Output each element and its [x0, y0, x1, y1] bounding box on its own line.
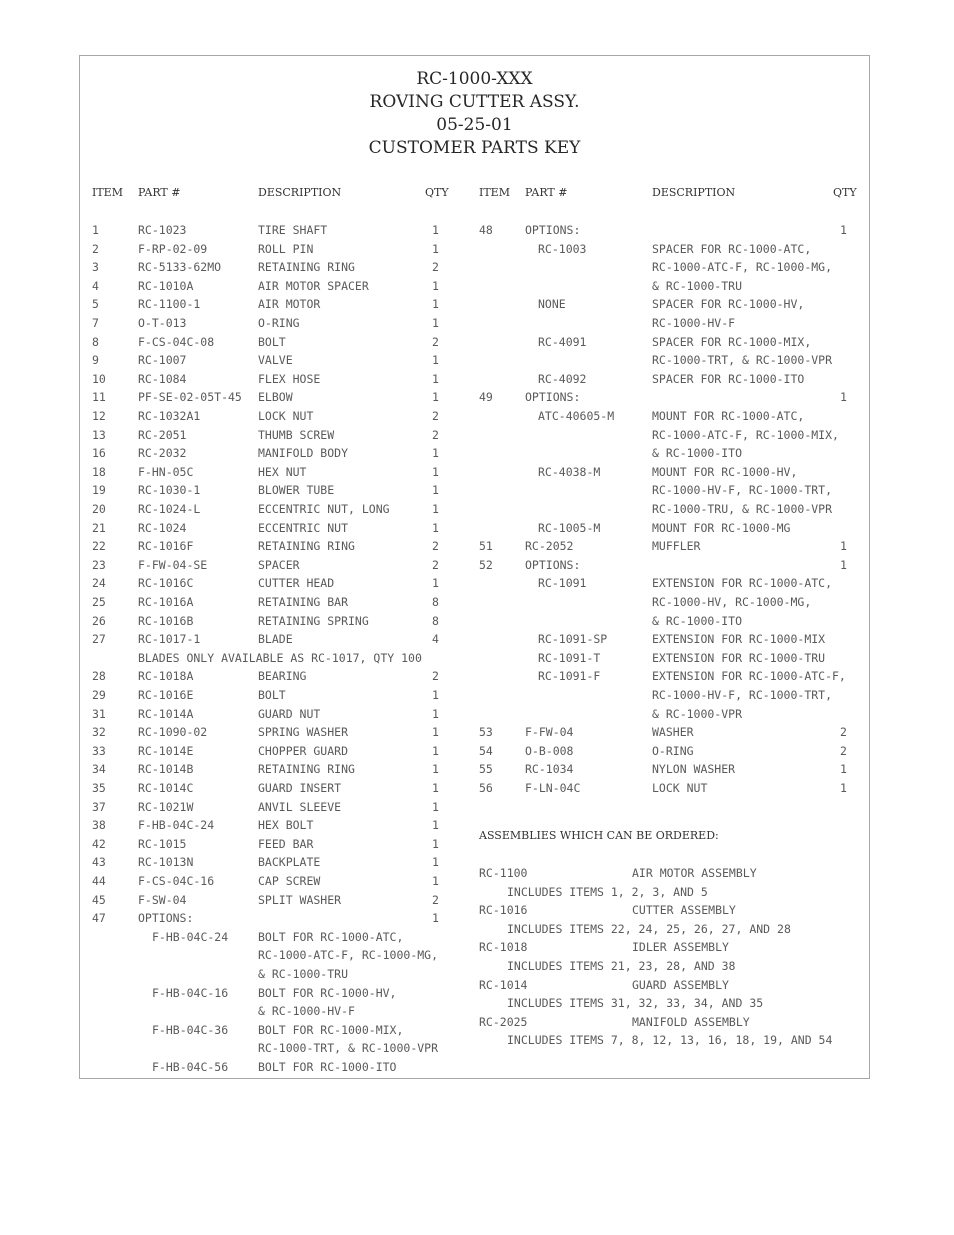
part-quantity: 1: [432, 241, 439, 256]
assembly-name: GUARD ASSEMBLY: [632, 977, 729, 992]
part-quantity: 4: [432, 632, 439, 647]
assembly-part-number: RC-1000-XXX: [416, 69, 533, 89]
part-quantity: 1: [432, 818, 439, 833]
part-description: MOUNT FOR RC-1000-ATC,: [652, 409, 805, 423]
part-number: RC-5133-62MO: [138, 260, 222, 275]
part-description: O-RING: [258, 316, 300, 330]
part-number: RC-1010A: [138, 278, 194, 293]
item-number: 32: [92, 725, 106, 740]
part-number: OPTIONS:: [525, 390, 581, 405]
left-header-part: PART #: [138, 186, 181, 199]
part-description: ECCENTRIC NUT: [258, 520, 349, 535]
item-number: 24: [92, 576, 106, 591]
assembly-name: MANIFOLD ASSEMBLY: [632, 1014, 750, 1029]
part-description: RC-1000-TRT, & RC-1000-VPR: [258, 1041, 439, 1056]
part-quantity: 2: [432, 409, 439, 423]
item-number: 7: [92, 316, 99, 330]
part-description: RETAINING SPRING: [258, 613, 369, 628]
part-description: BOLT: [258, 334, 286, 349]
item-number: 4: [92, 278, 99, 293]
part-description: MOUNT FOR RC-1000-MG: [652, 520, 791, 535]
option-part-number: RC-1091: [538, 576, 587, 591]
part-number: RC-1013N: [138, 855, 194, 870]
part-description: & RC-1000-VPR: [652, 706, 743, 721]
assembly-includes: INCLUDES ITEMS 31, 32, 33, 34, AND 35: [507, 996, 764, 1011]
part-description: BEARING: [258, 669, 307, 684]
part-number: RC-1016C: [138, 576, 194, 591]
item-number: 48: [479, 223, 493, 237]
option-part-number: RC-1091-SP: [538, 632, 608, 647]
part-description: RC-1000-ATC-F, RC-1000-MG,: [258, 948, 439, 963]
part-quantity: 1: [432, 223, 439, 237]
part-description: CUTTER HEAD: [258, 576, 335, 591]
part-quantity: 2: [432, 557, 439, 572]
part-description: & RC-1000-ITO: [652, 446, 743, 461]
part-number: F-HB-04C-24: [138, 818, 215, 833]
part-description: GUARD NUT: [258, 706, 321, 721]
part-description: ROLL PIN: [258, 241, 314, 256]
part-description: RC-1000-HV-F, RC-1000-TRT,: [652, 483, 833, 498]
assembly-name: IDLER ASSEMBLY: [632, 940, 729, 955]
parts-key-sheet: [79, 55, 870, 1079]
item-number: 27: [92, 632, 106, 647]
part-quantity: 8: [432, 595, 439, 609]
item-number: 23: [92, 557, 106, 572]
part-number: RC-1030-1: [138, 483, 201, 498]
part-number: OPTIONS:: [525, 223, 581, 237]
option-part-number: RC-1003: [538, 241, 587, 256]
part-description: MANIFOLD BODY: [258, 446, 349, 461]
part-number: F-CS-04C-08: [138, 334, 215, 349]
part-description: EXTENSION FOR RC-1000-ATC,: [652, 576, 833, 591]
part-description: RC-1000-ATC-F, RC-1000-MG,: [652, 260, 833, 275]
item-number: 8: [92, 334, 99, 349]
part-quantity: 1: [432, 799, 439, 814]
part-description: VALVE: [258, 353, 293, 368]
option-part-number: RC-1005-M: [538, 520, 601, 535]
right-header-qty: QTY: [833, 186, 857, 199]
part-number: F-LN-04C: [525, 781, 581, 795]
title-block: [80, 68, 869, 160]
part-description: NYLON WASHER: [652, 762, 736, 777]
part-quantity: 1: [432, 688, 439, 702]
part-number: RC-1100-1: [138, 297, 201, 312]
part-number: RC-1021W: [138, 799, 194, 814]
part-description: EXTENSION FOR RC-1000-MIX: [652, 632, 826, 647]
part-quantity: 1: [840, 223, 847, 237]
part-description: SPACER FOR RC-1000-ITO: [652, 371, 805, 386]
item-number: 33: [92, 743, 106, 758]
part-description: BACKPLATE: [258, 855, 321, 870]
part-description: MUFFLER: [652, 539, 701, 554]
part-number: OPTIONS:: [138, 911, 194, 926]
left-header-item: ITEM: [92, 186, 123, 199]
item-number: 19: [92, 483, 106, 498]
item-number: 49: [479, 390, 493, 405]
table-note: BLADES ONLY AVAILABLE AS RC-1017, QTY 100: [138, 650, 422, 665]
assembly-includes: INCLUDES ITEMS 21, 23, 28, AND 38: [507, 959, 736, 973]
item-number: 18: [92, 464, 106, 479]
option-part-number: F-HB-04C-56: [152, 1060, 229, 1074]
part-quantity: 1: [432, 874, 439, 888]
part-quantity: 2: [840, 725, 847, 740]
part-number: RC-1014B: [138, 762, 194, 777]
part-quantity: 1: [432, 390, 439, 405]
item-number: 45: [92, 892, 106, 907]
part-quantity: 2: [432, 427, 439, 442]
option-part-number: RC-4091: [538, 334, 587, 349]
part-description: RETAINING RING: [258, 539, 355, 554]
part-number: RC-1007: [138, 353, 187, 368]
option-part-number: RC-1091-F: [538, 669, 601, 684]
part-description: & RC-1000-TRU: [258, 967, 349, 981]
part-description: TIRE SHAFT: [258, 223, 328, 237]
right-header-part: PART #: [525, 186, 568, 199]
part-description: CHOPPER GUARD: [258, 743, 349, 758]
part-description: AIR MOTOR: [258, 297, 321, 312]
option-part-number: RC-1091-T: [538, 650, 601, 665]
item-number: 21: [92, 520, 106, 535]
part-number: RC-1034: [525, 762, 574, 777]
part-description: EXTENSION FOR RC-1000-ATC-F,: [652, 669, 846, 684]
part-description: RC-1000-HV, RC-1000-MG,: [652, 595, 812, 609]
part-number: O-T-013: [138, 316, 187, 330]
part-description: LOCK NUT: [258, 409, 314, 423]
part-number: RC-1014A: [138, 706, 194, 721]
item-number: 13: [92, 427, 106, 442]
assemblies-heading: ASSEMBLIES WHICH CAN BE ORDERED:: [479, 829, 719, 842]
item-number: 54: [479, 743, 493, 758]
part-number: F-SW-04: [138, 892, 187, 907]
part-description: O-RING: [652, 743, 694, 758]
part-quantity: 1: [432, 316, 439, 330]
part-description: RC-1000-ATC-F, RC-1000-MIX,: [652, 427, 839, 442]
part-description: & RC-1000-TRU: [652, 278, 743, 293]
part-number: O-B-008: [525, 743, 574, 758]
part-number: F-HN-05C: [138, 464, 194, 479]
part-number: RC-1016F: [138, 539, 194, 554]
part-description: ANVIL SLEEVE: [258, 799, 342, 814]
part-quantity: 1: [432, 446, 439, 461]
option-part-number: F-HB-04C-36: [152, 1022, 229, 1037]
part-quantity: 1: [840, 762, 847, 777]
part-quantity: 1: [840, 557, 847, 572]
part-description: GUARD INSERT: [258, 781, 342, 795]
part-number: RC-2051: [138, 427, 187, 442]
part-number: RC-2052: [525, 539, 574, 554]
item-number: 1: [92, 223, 99, 237]
part-description: BOLT FOR RC-1000-ATC,: [258, 929, 404, 944]
part-description: SPACER FOR RC-1000-MIX,: [652, 334, 812, 349]
item-number: 20: [92, 502, 106, 516]
part-quantity: 1: [432, 725, 439, 740]
part-description: SPRING WASHER: [258, 725, 349, 740]
item-number: 31: [92, 706, 106, 721]
part-description: EXTENSION FOR RC-1000-TRU: [652, 650, 826, 665]
part-description: RETAINING RING: [258, 260, 355, 275]
item-number: 12: [92, 409, 106, 423]
item-number: 3: [92, 260, 99, 275]
part-description: RC-1000-TRT, & RC-1000-VPR: [652, 353, 833, 368]
part-number: RC-1015: [138, 836, 187, 851]
part-quantity: 8: [432, 613, 439, 628]
part-description: BOLT FOR RC-1000-HV,: [258, 985, 397, 1000]
part-description: BOLT FOR RC-1000-ITO: [258, 1060, 397, 1074]
assembly-includes: INCLUDES ITEMS 22, 24, 25, 26, 27, AND 28: [507, 921, 791, 936]
part-number: F-CS-04C-16: [138, 874, 215, 888]
item-number: 11: [92, 390, 106, 405]
part-description: BOLT: [258, 688, 286, 702]
part-number: OPTIONS:: [525, 557, 581, 572]
item-number: 35: [92, 781, 106, 795]
part-quantity: 1: [432, 855, 439, 870]
part-description: ECCENTRIC NUT, LONG: [258, 502, 390, 516]
part-number: RC-2032: [138, 446, 187, 461]
part-number: RC-1024: [138, 520, 187, 535]
option-part-number: ATC-40605-M: [538, 409, 615, 423]
part-description: HEX NUT: [258, 464, 307, 479]
part-quantity: 1: [840, 539, 847, 554]
part-description: SPACER FOR RC-1000-HV,: [652, 297, 805, 312]
part-quantity: 1: [432, 464, 439, 479]
item-number: 55: [479, 762, 493, 777]
part-number: RC-1018A: [138, 669, 194, 684]
part-description: CAP SCREW: [258, 874, 321, 888]
assembly-part-number: RC-2025: [479, 1014, 528, 1029]
part-description: BLOWER TUBE: [258, 483, 335, 498]
part-number: RC-1014C: [138, 781, 194, 795]
part-description: BLADE: [258, 632, 293, 647]
part-quantity: 1: [432, 743, 439, 758]
option-part-number: RC-4092: [538, 371, 587, 386]
part-description: RC-1000-HV-F, RC-1000-TRT,: [652, 688, 833, 702]
part-number: RC-1017-1: [138, 632, 201, 647]
part-description: RETAINING RING: [258, 762, 355, 777]
item-number: 38: [92, 818, 106, 833]
part-description: HEX BOLT: [258, 818, 314, 833]
item-number: 44: [92, 874, 106, 888]
item-number: 43: [92, 855, 106, 870]
part-quantity: 1: [432, 911, 439, 926]
part-quantity: 2: [840, 743, 847, 758]
option-part-number: RC-4038-M: [538, 464, 601, 479]
part-number: RC-1016E: [138, 688, 194, 702]
assembly-name: AIR MOTOR ASSEMBLY: [632, 866, 757, 880]
assembly-part-number: RC-1014: [479, 977, 528, 992]
part-quantity: 1: [432, 762, 439, 777]
part-description: SPACER: [258, 557, 300, 572]
part-number: F-RP-02-09: [138, 241, 208, 256]
item-number: 9: [92, 353, 99, 368]
part-quantity: 1: [432, 781, 439, 795]
part-quantity: 1: [840, 390, 847, 405]
option-part-number: F-HB-04C-16: [152, 985, 229, 1000]
part-quantity: 1: [840, 781, 847, 795]
document-subtitle: CUSTOMER PARTS KEY: [368, 138, 581, 158]
item-number: 37: [92, 799, 106, 814]
part-description: & RC-1000-ITO: [652, 613, 743, 628]
item-number: 5: [92, 297, 99, 312]
part-description: SPLIT WASHER: [258, 892, 342, 907]
item-number: 25: [92, 595, 106, 609]
part-number: RC-1024-L: [138, 502, 201, 516]
right-header-item: ITEM: [479, 186, 510, 199]
part-description: FEED BAR: [258, 836, 314, 851]
assembly-name: CUTTER ASSEMBLY: [632, 903, 736, 918]
part-number: RC-1023: [138, 223, 187, 237]
item-number: 22: [92, 539, 106, 554]
part-quantity: 1: [432, 502, 439, 516]
left-header-description: DESCRIPTION: [258, 186, 342, 199]
part-number: F-FW-04-SE: [138, 557, 208, 572]
part-quantity: 1: [432, 353, 439, 368]
part-quantity: 2: [432, 260, 439, 275]
part-quantity: 1: [432, 371, 439, 386]
option-part-number: NONE: [538, 297, 566, 312]
item-number: 51: [479, 539, 493, 554]
assembly-part-number: RC-1018: [479, 940, 528, 955]
item-number: 56: [479, 781, 493, 795]
item-number: 10: [92, 371, 106, 386]
part-quantity: 2: [432, 892, 439, 907]
option-part-number: F-HB-04C-24: [152, 929, 229, 944]
part-description: & RC-1000-HV-F: [258, 1004, 355, 1019]
assembly-name: ROVING CUTTER ASSY.: [369, 92, 580, 112]
part-quantity: 1: [432, 576, 439, 591]
part-description: AIR MOTOR SPACER: [258, 278, 369, 293]
item-number: 42: [92, 836, 106, 851]
part-description: RC-1000-TRU, & RC-1000-VPR: [652, 502, 833, 516]
part-description: SPACER FOR RC-1000-ATC,: [652, 241, 812, 256]
part-description: LOCK NUT: [652, 781, 708, 795]
part-description: WASHER: [652, 725, 694, 740]
part-quantity: 1: [432, 278, 439, 293]
part-quantity: 2: [432, 539, 439, 554]
part-quantity: 2: [432, 334, 439, 349]
assembly-includes: INCLUDES ITEMS 7, 8, 12, 13, 16, 18, 19, AND 54: [507, 1033, 833, 1048]
item-number: 34: [92, 762, 106, 777]
document-date: 05-25-01: [436, 115, 513, 135]
part-quantity: 1: [432, 706, 439, 721]
part-quantity: 1: [432, 520, 439, 535]
assembly-part-number: RC-1100: [479, 866, 528, 880]
part-description: RETAINING BAR: [258, 595, 349, 609]
part-description: THUMB SCREW: [258, 427, 335, 442]
part-quantity: 1: [432, 297, 439, 312]
item-number: 52: [479, 557, 493, 572]
part-number: F-FW-04: [525, 725, 574, 740]
left-header-qty: QTY: [425, 186, 449, 199]
part-number: RC-1032A1: [138, 409, 201, 423]
item-number: 29: [92, 688, 106, 702]
part-description: BOLT FOR RC-1000-MIX,: [258, 1022, 404, 1037]
assembly-includes: INCLUDES ITEMS 1, 2, 3, AND 5: [507, 884, 708, 899]
part-description: ELBOW: [258, 390, 293, 405]
part-description: MOUNT FOR RC-1000-HV,: [652, 464, 798, 479]
part-description: RC-1000-HV-F: [652, 316, 736, 330]
part-quantity: 2: [432, 669, 439, 684]
item-number: 26: [92, 613, 106, 628]
right-header-description: DESCRIPTION: [652, 186, 736, 199]
part-description: FLEX HOSE: [258, 371, 321, 386]
part-number: RC-1090-02: [138, 725, 208, 740]
item-number: 2: [92, 241, 99, 256]
part-quantity: 1: [432, 836, 439, 851]
part-number: RC-1016A: [138, 595, 194, 609]
item-number: 16: [92, 446, 106, 461]
part-quantity: 1: [432, 483, 439, 498]
item-number: 28: [92, 669, 106, 684]
assembly-part-number: RC-1016: [479, 903, 528, 918]
part-number: PF-SE-02-05T-45: [138, 390, 242, 405]
part-number: RC-1014E: [138, 743, 194, 758]
part-number: RC-1084: [138, 371, 187, 386]
item-number: 53: [479, 725, 493, 740]
part-number: RC-1016B: [138, 613, 194, 628]
item-number: 47: [92, 911, 106, 926]
